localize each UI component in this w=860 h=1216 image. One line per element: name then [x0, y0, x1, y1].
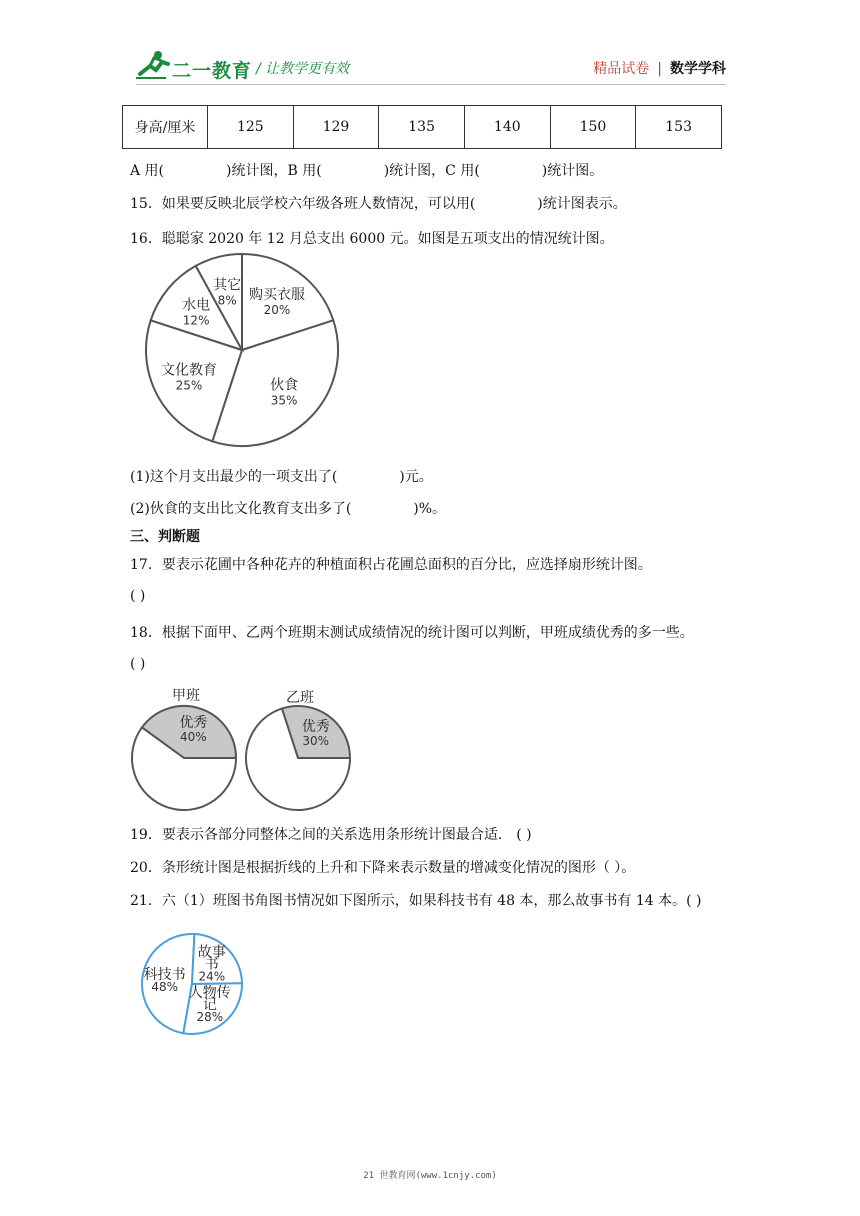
pie-percent-label: 48% [151, 979, 179, 994]
question-16-2 [130, 498, 446, 518]
question-14-answer-line [130, 160, 603, 180]
chart-title: 甲班 [172, 688, 200, 704]
premium-paper-label: 精品试卷 [593, 61, 650, 77]
chart-title: 乙班 [286, 690, 314, 706]
text: )%。 [413, 501, 447, 517]
pie-category-label: 记 [202, 996, 217, 1013]
pie-category-label: 人物传 [188, 984, 231, 1001]
pie-slices [132, 706, 236, 810]
section-heading-judgement: 三、判断题 [130, 529, 200, 545]
text: (1)这个月支出最少的一项支出了( [130, 469, 338, 485]
books-pie-chart [140, 932, 256, 1042]
text: 15．如果要反映北辰学校六年级各班人数情况，可以用( [130, 196, 476, 212]
pie-percent-label: 35% [270, 393, 298, 408]
text: A 用( [130, 163, 165, 179]
pie-percent-label: 12% [182, 313, 210, 328]
expense-pie-chart [130, 252, 360, 452]
class-b-pie-chart [242, 682, 358, 812]
question-18: 18．根据下面甲、乙两个班期末测试成绩情况的统计图可以判断，甲班成绩优秀的多一些。 [130, 625, 694, 641]
question-16-1 [130, 466, 433, 486]
page-header [136, 46, 726, 86]
pie-slices [146, 254, 338, 446]
header-separator: | [657, 61, 662, 77]
table-cell: 140 [464, 106, 550, 149]
class-a-pie-chart [128, 682, 244, 812]
question-17: 17．要表示花圃中各种花卉的种植面积占花圃总面积的百分比，应选择扇形统计图。 [130, 557, 652, 573]
question-19: 19．要表示各部分同整体之间的关系选用条形统计图最合适． ( ) [130, 827, 532, 843]
pie-category-label: 其它 [213, 277, 242, 294]
pie-category-label: 优秀 [301, 719, 330, 736]
header-divider [136, 84, 726, 85]
pie-percent-label: 24% [198, 969, 226, 984]
header-right [593, 58, 726, 78]
logo-text: 二一教育 [172, 60, 253, 82]
subject-label: 数学学科 [670, 61, 726, 77]
pie-category-label: 文化教育 [160, 362, 217, 379]
pie-category-label: 伙食 [270, 377, 299, 394]
table-row [123, 106, 722, 149]
text: )统计图表示。 [537, 196, 627, 212]
pie-slices [142, 934, 242, 1034]
text: )元。 [399, 469, 433, 485]
pie-percent-label: 28% [196, 1009, 224, 1024]
table-row-label: 身高/厘米 [123, 106, 208, 149]
text: )统计图，C 用( [383, 163, 480, 179]
pie-category-label: 书 [204, 956, 219, 973]
table-cell: 153 [636, 106, 722, 149]
pie-percent-label: 8% [217, 293, 237, 308]
pie-category-label: 购买衣服 [248, 287, 305, 304]
text: )统计图，B 用( [226, 163, 322, 179]
pie-category-label: 水电 [182, 297, 211, 314]
height-table [122, 105, 722, 149]
pie-category-label: 优秀 [179, 714, 208, 731]
text: )统计图。 [541, 163, 604, 179]
question-20: 20．条形统计图是根据折线的上升和下降来表示数量的增减变化情况的图形（ ）。 [130, 860, 636, 876]
pie-category-label: 科技书 [143, 966, 186, 983]
question-16: 16．聪聪家 2020 年 12 月总支出 6000 元。如图是五项支出的情况统计图。 [130, 231, 614, 247]
pie-percent-label: 30% [302, 734, 330, 749]
table-cell: 135 [379, 106, 465, 149]
runner-logo-icon [136, 50, 170, 80]
question-18-answer: ( ) [130, 656, 146, 672]
pie-percent-label: 20% [263, 303, 291, 318]
table-cell: 129 [293, 106, 379, 149]
question-17-answer: ( ) [130, 588, 146, 604]
pie-percent-label: 40% [179, 729, 207, 744]
text: (2)伙食的支出比文化教育支出多了( [130, 501, 352, 517]
slogan: / 让教学更有效 [256, 61, 350, 77]
question-21: 21．六（1）班图书角图书情况如下图所示，如果科技书有 48 本，那么故事书有 14 本。( ) [130, 893, 702, 909]
pie-percent-label: 25% [175, 378, 203, 393]
table-cell: 150 [550, 106, 636, 149]
pie-category-label: 故事 [197, 944, 226, 961]
question-15 [130, 193, 627, 213]
footer: 21 世教育网(www.1cnjy.com) [363, 1171, 497, 1181]
pie-slices [246, 706, 350, 810]
table-cell: 125 [208, 106, 294, 149]
